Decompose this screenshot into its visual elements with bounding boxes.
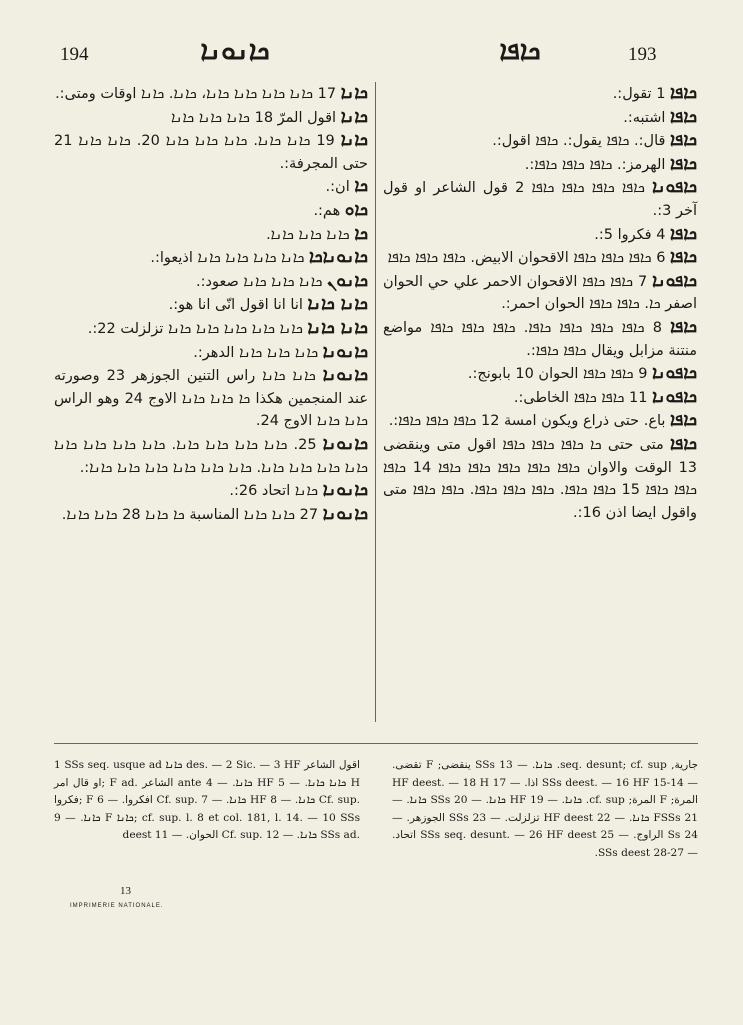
- dictionary-entry: [54, 341, 368, 365]
- footnotes-left-text: 1 SSs seq. usque ad ܟܐܢܐ des. — 2 Sic. — 3 HF اقول الشاعر او قال امر; F ad. الشاعر ante ܟܐܢܐ. — 4 HF ܟܐܢܐ ܟܐܢܐ. — 5 H فكروا; F افكروا. — 6 Cf. sup. ܟܐܢܐ. — 7 HF ܟܐܢܐ. — 8 Cf. sup. ܟܐܢܐ. — 9 F ܟܐܢܐ; cf. sup. l. 8 et col. 181, l. 14. — 10 SSs deest الحوان. — 11 Cf. sup. ܟܐܢܐ. — 12 SSs ad.: [54, 759, 361, 842]
- dictionary-entry: [54, 223, 368, 247]
- dictionary-entry: [383, 386, 697, 410]
- dictionary-entry: [54, 270, 368, 294]
- dictionary-entry: [54, 317, 368, 341]
- dictionary-entry: [383, 433, 697, 524]
- entry-headword: ܟܐܦܘܢܐ: [652, 363, 697, 384]
- entry-gloss: باع. حتى ذراع ويكون امسة 12 ܟܐܦܐ ܟܐܦܐ ܟܐܦܐ:.: [388, 413, 666, 430]
- dictionary-entry: [383, 316, 697, 362]
- dictionary-entry: [383, 176, 697, 222]
- dictionary-entry: [54, 246, 368, 270]
- dictionary-entry: [54, 503, 368, 527]
- right-running-title: ܟܐܦܐ: [499, 36, 541, 66]
- entry-gloss: 17 ܟܐܢܐ ܟܐܢܐ ܟܐܢܐ ܟܐܢܐ، ܟܐܢܐ. ܟܐܢܐ اوقات ومتى:.: [55, 86, 337, 102]
- right-page-number: 193: [628, 44, 657, 65]
- dictionary-entry: [54, 106, 368, 130]
- left-running-title: ܟܐܢܘܢܐ: [200, 36, 270, 66]
- footnote-separator: [54, 743, 698, 744]
- entry-headword: ܟܐܦܐ: [670, 130, 697, 151]
- dictionary-entry: [383, 246, 697, 270]
- footnotes-right-text: جارية, seq. desunt; cf. sup. ܟܐܢܐ. — 13 SSs ينقضى; F تقضى. — 14-15 SSs deest. — 16 HF اذا. — 17 HF deest. — 18 H المرة; F المرة; cf. sup. ܟܐܢܐ. — 19 HF ܟܐܢܐ. — 20 SSs ܟܐܢܐ. — 21 FSSs ܟܐܢܐ. — 22 HF deest تزلزلت. — 23 SSs الجوزهر. — 24 Ss الراوج. — 25 SSs seq. desunt. — 26 HF deest اتحاد. — 27-28 SSs deest.: [392, 759, 699, 859]
- entry-headword: ܟܐܦܘܢܐ: [652, 270, 698, 291]
- entry-gloss: 25. ܟܐܢܐ ܟܐܢܐ ܟܐܢܐ ܟܐܢܐ. ܟܐܢܐ ܟܐܢܐ ܟܐܢܐ ܟܐܢܐ ܟܐܢܐ ܟܐܢܐ ܟܐܢܐ ܟܐܢܐ. ܟܐܢܐ ܟܐܢܐ ܟܐܢܐ ܟܐܢܐ ܟܐܢܐ ܟܐܢܐ:.: [54, 436, 368, 476]
- right-column: [383, 82, 697, 524]
- entry-gloss: ܟܐܢܐ ܟܐܢܐ ܟܐܢܐ.: [266, 226, 350, 243]
- dictionary-entry: [383, 270, 697, 316]
- entry-headword: ܟܐܦܐ: [670, 410, 697, 431]
- entry-gloss: ܟܐܢܐ ܟܐܢܐ ܟܐܢܐ ܟܐܢܐ اذيعوا:.: [150, 250, 305, 267]
- entry-gloss: ܟܐܢܐ اتحاد 26:.: [229, 483, 319, 500]
- left-page-number: 194: [60, 44, 89, 65]
- entry-headword: ܟܐ: [354, 176, 368, 197]
- entry-gloss: 27 ܟܐܢܐ ܟܐܢܐ المناسبة ܟܐ ܟܐܢܐ 28 ܟܐܢܐ ܟܐܢܐ.: [61, 506, 319, 523]
- entry-headword: ܟܐ: [354, 223, 368, 244]
- printer-imprint: IMPRIMERIE NATIONALE.: [70, 903, 164, 909]
- dictionary-entry: [54, 199, 368, 223]
- entry-gloss: 7 ܟܐܦܐ ܟܐܦܐ الاقحوان الاحمر علي حي الحوان اصفر ܟܐ. ܟܐܦܐ ܟܐܦܐ الحوان احمر:.: [383, 273, 697, 313]
- entry-gloss: ܟܐܢܐ ܟܐܢܐ راس التنين الجوزهر 23 وصورته عند المنجمين هكذا ܟܐ ܟܐܢܐ ܟܐܢܐ الاوج 24 وهو الراس ܟܐܢܐ ܟܐܢܐ الاوج 24.: [54, 368, 368, 430]
- entry-headword: ܟܐܢܐ: [340, 130, 368, 151]
- entry-gloss: 6 ܟܐܦܐ ܟܐܦܐ ܟܐܦܐ الاقحوان الابيض. ܟܐܦܐ ܟܐܦܐ ܟܐܦܐ: [387, 250, 666, 267]
- dictionary-entry: [383, 82, 697, 106]
- entry-headword: ܟܐܦܐ: [670, 83, 697, 103]
- entry-headword: ܟܐܢܐ ܟܐܢܐ: [307, 317, 368, 338]
- dictionary-entry: [383, 129, 697, 153]
- footnotes-right: [392, 757, 698, 863]
- signature-mark: 13: [120, 885, 131, 897]
- entry-headword: ܟܐܢܘܢܐܟܐ: [309, 247, 368, 268]
- entry-headword: ܟܐܢܘܢܐ: [322, 503, 368, 524]
- entry-gloss: ܟܐܦܐ ܟܐܦܐ ܟܐܦܐ ܟܐܦܐ 2 قول الشاعر او قول آخر 3:.: [383, 180, 697, 219]
- dictionary-entry: [54, 479, 368, 503]
- entry-gloss: متى حتى ܟܐ ܟܐܦܐ ܟܐܦܐ ܟܐܦܐ اقول متى وينقضى 13 الوقت والاوان ܟܐܦܐ ܟܐܦܐ ܟܐܦܐ ܟܐܦܐ ܟܐܦܐ 14 ܟܐܦܐ ܟܐܦܐ ܟܐܦܐ 15 ܟܐܦܐ ܟܐܦܐ. ܟܐܦܐ ܟܐܦܐ ܟܐܦܐ. ܟܐܦܐ ܟܐܦܐ متى واقول ايضا اذن 16:.: [383, 436, 698, 521]
- dictionary-entry: [383, 106, 697, 130]
- entry-gloss: 11 ܟܐܦܐ ܟܐܦܐ الخاطى:.: [513, 389, 648, 406]
- entry-headword: ܟܐܢܘܢܐ: [322, 433, 369, 454]
- entry-headword: ܟܐܦܐ: [670, 433, 697, 454]
- entry-gloss: 1 تقول:.: [612, 86, 666, 102]
- entry-headword: ܟܐܢܐ: [340, 106, 368, 127]
- entry-gloss: 9 ܟܐܦܐ ܟܐܦܐ الحوان 10 بابونج:.: [467, 366, 648, 383]
- dictionary-entry: [383, 409, 697, 433]
- column-divider: [375, 82, 376, 722]
- entry-gloss: انا انا اقول انّى انا هو:.: [168, 297, 303, 314]
- dictionary-entry: [383, 153, 697, 177]
- dictionary-entry: [54, 129, 368, 175]
- entry-gloss: ܟܐܢܐ ܟܐܢܐ ܟܐܢܐ صعود:.: [196, 273, 323, 290]
- entry-headword: ܟܐܦܐ: [670, 153, 697, 174]
- footnotes-left: [54, 757, 360, 845]
- entry-gloss: هم:.: [313, 202, 341, 219]
- entry-headword: ܟܐܢܐ: [340, 83, 368, 103]
- entry-headword: ܟܐܢܘܢܐ: [322, 480, 368, 501]
- entry-headword: ܟܐܦܘܢܐ: [652, 386, 697, 407]
- dictionary-entry: [383, 223, 697, 247]
- entry-gloss: قال:. ܟܐܦܐ يقول:. ܟܐܦܐ اقول:.: [492, 133, 666, 150]
- entry-headword: ܟܐܦܐ: [670, 223, 697, 244]
- entry-headword: ܟܐܦܐ: [670, 247, 697, 268]
- entry-headword: ܟܐܘ: [344, 199, 368, 220]
- dictionary-entry: [54, 364, 368, 433]
- entry-headword: ܟܐܢܘܢܐ: [322, 341, 368, 362]
- entry-gloss: اقول المرّ 18 ܟܐܢܐ ܟܐܢܐ ܟܐܢܐ: [170, 109, 337, 126]
- dictionary-entry: [54, 175, 368, 199]
- entry-headword: ܟܐܦܘܢܐ: [652, 177, 697, 198]
- dictionary-entry: [383, 362, 697, 386]
- entry-headword: ܟܐܢܐ ܟܐܢܐ: [307, 294, 368, 315]
- entry-headword: ܟܐܦܐ: [670, 316, 698, 337]
- entry-gloss: الهرمز:. ܟܐܦܐ ܟܐܦܐ ܟܐܦܐ:.: [524, 156, 666, 173]
- entry-gloss: 8 ܟܐܦܐ ܟܐܦܐ ܟܐܦܐ ܟܐܦܐ. ܟܐܦܐ ܟܐܦܐ ܟܐܦܐ مواضع منتنة مزابل ويقال ܟܐܦܐ ܟܐܦܐ:.: [383, 319, 697, 359]
- left-column: [54, 82, 368, 526]
- entry-headword: ܟܐܦܐ: [670, 106, 697, 127]
- dictionary-entry: [54, 293, 368, 317]
- entry-gloss: ان:.: [325, 179, 350, 196]
- entry-headword: ܟܐܢܘܢ: [327, 270, 368, 291]
- entry-gloss: ܟܐܢܐ ܟܐܢܐ ܟܐܢܐ الدهر:.: [193, 344, 319, 361]
- dictionary-entry: [54, 82, 368, 106]
- dictionary-entry: [54, 433, 368, 479]
- entry-gloss: اشتبه:.: [623, 109, 666, 126]
- entry-headword: ܟܐܢܘܢܐ: [322, 365, 368, 386]
- entry-gloss: ܟܐܢܐ ܟܐܢܐ ܟܐܢܐ ܟܐܢܐ ܟܐܢܐ تزلزلت 22:.: [87, 320, 303, 337]
- entry-gloss: 19 ܟܐܢܐ ܟܐܢܐ. ܟܐܢܐ ܟܐܢܐ ܟܐܢܐ 20. ܟܐܢܐ ܟܐܢܐ 21 حتى المجرفة:.: [54, 133, 368, 172]
- entry-gloss: 4 فكروا 5:.: [594, 226, 666, 243]
